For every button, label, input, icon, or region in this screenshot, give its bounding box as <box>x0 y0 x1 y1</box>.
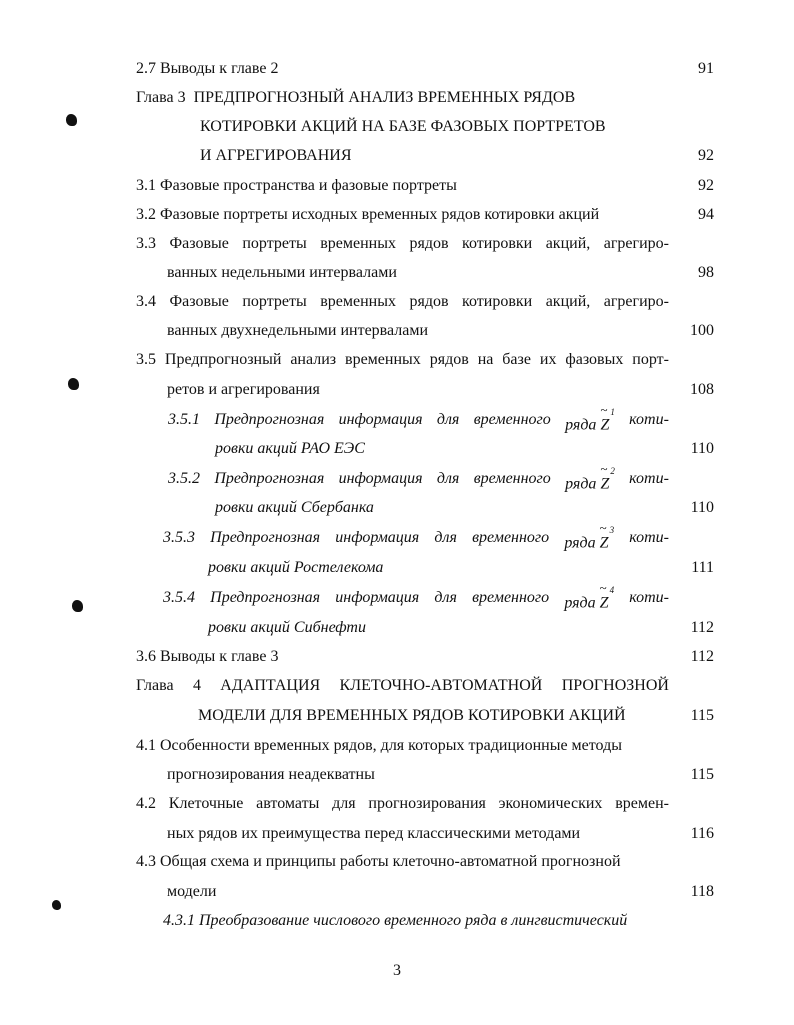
chapter-heading <box>136 88 575 108</box>
toc-subentry-line: 4.3.1 Преобразование числового временного ряда в лингвистический <box>163 912 628 929</box>
toc-page-number: 111 <box>691 559 714 576</box>
toc-subentry-line: 3.5.2 Предпрогнозная информация для временного ряда ~ $Z^2$ коти- <box>168 461 669 493</box>
toc-page-number: 100 <box>690 322 714 339</box>
toc-page-number: 92 <box>698 147 714 164</box>
toc-subentry-line: 3.5.4 Предпрогнозная информация для временного ряда ~ $Z^4$ коти- <box>163 580 669 612</box>
toc-entry-line: ванных недельными интервалами <box>167 264 397 281</box>
margin-mark <box>72 600 83 612</box>
toc-page-number: 98 <box>698 264 714 281</box>
toc-entry-line: 4.1 Особенности временных рядов, для которых традиционные методы <box>136 737 622 754</box>
toc-subentry-line: 3.5.1 Предпрогнозная информация для временного ряда ~ $Z^1$ коти- <box>168 402 669 434</box>
toc-entry-line: прогнозирования неадекватны <box>167 766 375 783</box>
toc-subentry-line: 3.5.3 Предпрогнозная информация для временного ряда ~ $Z^3$ коти- <box>163 520 669 552</box>
toc-entry-line: 3.4 Фазовые портреты временных рядов котировки акций, агрегиро- <box>136 293 669 310</box>
toc-entry-title: 3.1 Фазовые пространства и фазовые портреты <box>136 177 457 194</box>
margin-mark <box>68 378 79 390</box>
toc-page-number: 94 <box>698 206 714 223</box>
chapter-title-line: КОТИРОВКИ АКЦИЙ НА БАЗЕ ФАЗОВЫХ ПОРТРЕТОВ <box>200 118 606 135</box>
toc-entry-title: 2.7 Выводы к главе 2 <box>136 60 279 77</box>
chapter-title-line: ПРЕДПРОГНОЗНЫЙ АНАЛИЗ ВРЕМЕННЫХ РЯДОВ <box>193 89 576 106</box>
toc-entry-line: ных рядов их преимущества перед классическими методами <box>167 825 581 842</box>
toc-entry-line: 4.2 Клеточные автоматы для прогнозирования экономических времен- <box>136 795 669 812</box>
toc-entry-line: ровки акций Сбербанка <box>215 499 374 516</box>
margin-mark <box>66 114 77 126</box>
chapter-heading: Глава 4 АДАПТАЦИЯ КЛЕТОЧНО-АВТОМАТНОЙ ПРОГНОЗНОЙ <box>136 677 669 694</box>
chapter-label: Глава 3 <box>136 89 186 106</box>
page-number: 3 <box>393 962 401 979</box>
toc-page-number: 115 <box>690 766 714 783</box>
z-series-symbol: ~ $Z^2$ <box>600 461 615 493</box>
z-series-symbol: ~ $Z^4$ <box>599 580 615 612</box>
toc-page-number: 118 <box>690 883 714 900</box>
toc-entry-title: 3.2 Фазовые портреты исходных временных рядов котировки акций <box>136 206 600 223</box>
z-series-symbol: ~ $Z^1$ <box>600 402 615 434</box>
toc-entry-title: 3.6 Выводы к главе 3 <box>136 648 279 665</box>
toc-page-number: 110 <box>690 499 714 516</box>
z-series-symbol: ~ $Z^3$ <box>599 520 615 552</box>
toc-entry-line: 3.5 Предпрогнозный анализ временных рядов на базе их фазовых порт- <box>136 351 669 368</box>
toc-page-number: 108 <box>690 381 714 398</box>
toc-entry-line: ровки акций Ростелекома <box>208 559 384 576</box>
toc-page-number: 112 <box>690 619 714 636</box>
margin-mark <box>52 900 61 910</box>
toc-page-number: 91 <box>698 60 714 77</box>
chapter-title-line: И АГРЕГИРОВАНИЯ <box>200 147 352 164</box>
toc-page-number: 112 <box>690 648 714 665</box>
toc-entry-line: ровки акций РАО ЕЭС <box>215 440 365 457</box>
toc-page-number: 110 <box>690 440 714 457</box>
chapter-title-line: МОДЕЛИ ДЛЯ ВРЕМЕННЫХ РЯДОВ КОТИРОВКИ АКЦИЙ <box>198 707 626 724</box>
toc-entry-line: ровки акций Сибнефти <box>208 619 366 636</box>
toc-page-number: 92 <box>698 177 714 194</box>
toc-page-number: 116 <box>690 825 714 842</box>
toc-entry-line: ретов и агрегирования <box>167 381 320 398</box>
toc-page-number: 115 <box>690 707 714 724</box>
toc-entry-line: ванных двухнедельными интервалами <box>167 322 429 339</box>
toc-entry-line: 3.3 Фазовые портреты временных рядов котировки акций, агрегиро- <box>136 235 669 252</box>
toc-entry-line: модели <box>167 883 217 900</box>
toc-entry-line: 4.3 Общая схема и принципы работы клеточно-автоматной прогнозной <box>136 853 621 870</box>
